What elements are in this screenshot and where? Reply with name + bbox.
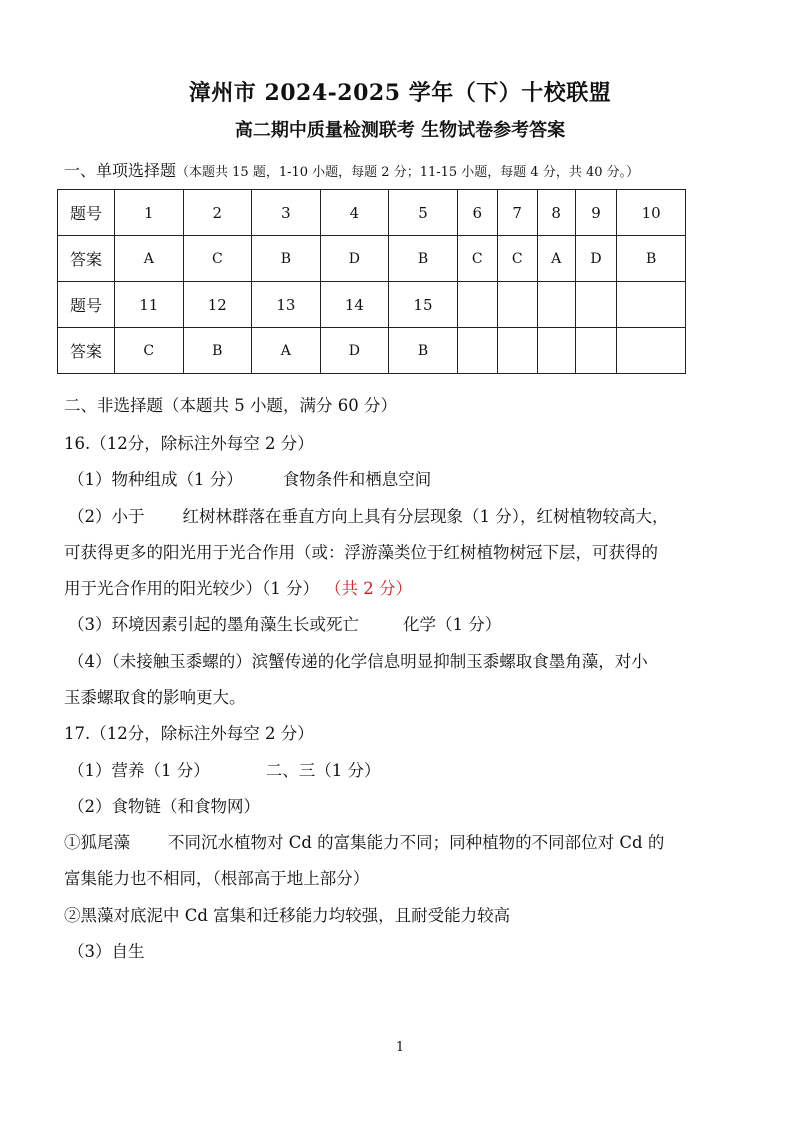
q16-part3-answer-b: 化学（1 分） [403,615,502,634]
empty-cell [575,282,617,328]
question-number: 14 [320,282,389,328]
q17-part2: （2）食物链（和食物网） [68,797,260,816]
answer-cell: B [389,236,458,282]
q16-part2-answer-d: 用于光合作用的阳光较少）（1 分） [64,579,319,598]
table-row-a2 [58,328,686,374]
answer-table [57,189,686,374]
row-label-question: 题号 [58,282,115,328]
document-subtitle: 高二期中质量检测联考 生物试卷参考答案 [234,120,566,141]
empty-cell [537,328,575,374]
q17-part1-answer-a: （1）营养（1 分） [68,761,210,780]
question-number: 12 [183,282,252,328]
q16-part2-line1 [68,503,669,527]
empty-cell [457,328,497,374]
table-row-q2 [58,282,686,328]
empty-cell [497,282,537,328]
q17-choice1-answer-b: 不同沉水植物对 Cd 的富集能力不同；同种植物的不同部位对 Cd 的 [168,833,665,852]
answer-cell: D [320,236,389,282]
q16-part3-answer-a: （3）环境因素引起的墨角藻生长或死亡 [68,615,359,634]
q16-part2-line2: 可获得更多的阳光用于光合作用（或：浮游藻类位于红树植物树冠下层，可获得的 [64,543,658,562]
answer-cell: D [320,328,389,374]
question-number: 5 [389,190,458,236]
section1-note: （本题共 15 题，1-10 小题，每题 2 分；11-15 小题，每题 4 分，共 40 分。） [176,165,640,180]
answer-cell: B [252,236,321,282]
empty-cell [617,328,686,374]
q17-choice1-line1 [64,829,664,853]
answer-cell: D [575,236,617,282]
answer-cell: C [497,236,537,282]
q16-part2-score-note: （共 2 分） [325,579,412,598]
section2-heading: 二、非选择题（本题共 5 小题，满分 60 分） [64,396,397,415]
answer-cell: A [115,236,184,282]
q17-part1 [68,757,381,781]
page-number: 1 [395,1040,405,1055]
q16-part4-line1: （4）（未接触玉黍螺的）滨蟹传递的化学信息明显抑制玉黍螺取食墨角藻，对小 [68,652,648,671]
q16-part2-answer-a: （2）小于 [68,507,145,526]
question-number: 6 [457,190,497,236]
q16-title: 16.（12分，除标注外每空 2 分） [64,434,314,453]
q16-part1 [68,466,431,490]
document-title: 漳州市 2024-2025 学年（下）十校联盟 [188,80,612,106]
answer-cell: C [183,236,252,282]
question-number: 2 [183,190,252,236]
row-label-question: 题号 [58,190,115,236]
empty-cell [575,328,617,374]
question-number: 13 [252,282,321,328]
table-row-a1 [58,236,686,282]
question-number: 15 [389,282,458,328]
q16-part3 [68,611,501,635]
section1-title: 一、单项选择题 [64,161,177,180]
q17-title: 17.（12分，除标注外每空 2 分） [64,724,314,743]
question-number: 9 [575,190,617,236]
q16-part2-answer-b: 红树林群落在垂直方向上具有分层现象（1 分），红树植物较高大， [182,507,669,526]
question-number: 8 [537,190,575,236]
section1-heading [64,158,639,181]
q17-choice2: ②黑藻对底泥中 Cd 富集和迁移能力均较强，且耐受能力较高 [64,906,511,925]
answer-cell: A [537,236,575,282]
q17-part1-answer-b: 二、三（1 分） [265,761,381,780]
q17-part3: （3）自生 [68,942,145,961]
answer-cell: B [183,328,252,374]
row-label-answer: 答案 [58,236,115,282]
q17-choice1-answer-a: ①狐尾藻 [64,833,130,852]
table-row-q1 [58,190,686,236]
q16-part1-answer-b: 食物条件和栖息空间 [282,470,432,489]
question-number: 4 [320,190,389,236]
answer-cell: B [389,328,458,374]
question-number: 1 [115,190,184,236]
q16-part2-line3 [64,575,412,599]
q16-part4-line2: 玉黍螺取食的影响更大。 [64,688,246,707]
empty-cell [457,282,497,328]
answer-cell: A [252,328,321,374]
question-number: 10 [617,190,686,236]
empty-cell [537,282,575,328]
empty-cell [617,282,686,328]
row-label-answer: 答案 [58,328,115,374]
empty-cell [497,328,537,374]
answer-cell: B [617,236,686,282]
q17-choice1-line2: 富集能力也不相同，（根部高于地上部分） [64,869,370,888]
q16-part1-answer-a: （1）物种组成（1 分） [68,470,243,489]
question-number: 3 [252,190,321,236]
answer-cell: C [457,236,497,282]
question-number: 11 [115,282,184,328]
question-number: 7 [497,190,537,236]
answer-cell: C [115,328,184,374]
